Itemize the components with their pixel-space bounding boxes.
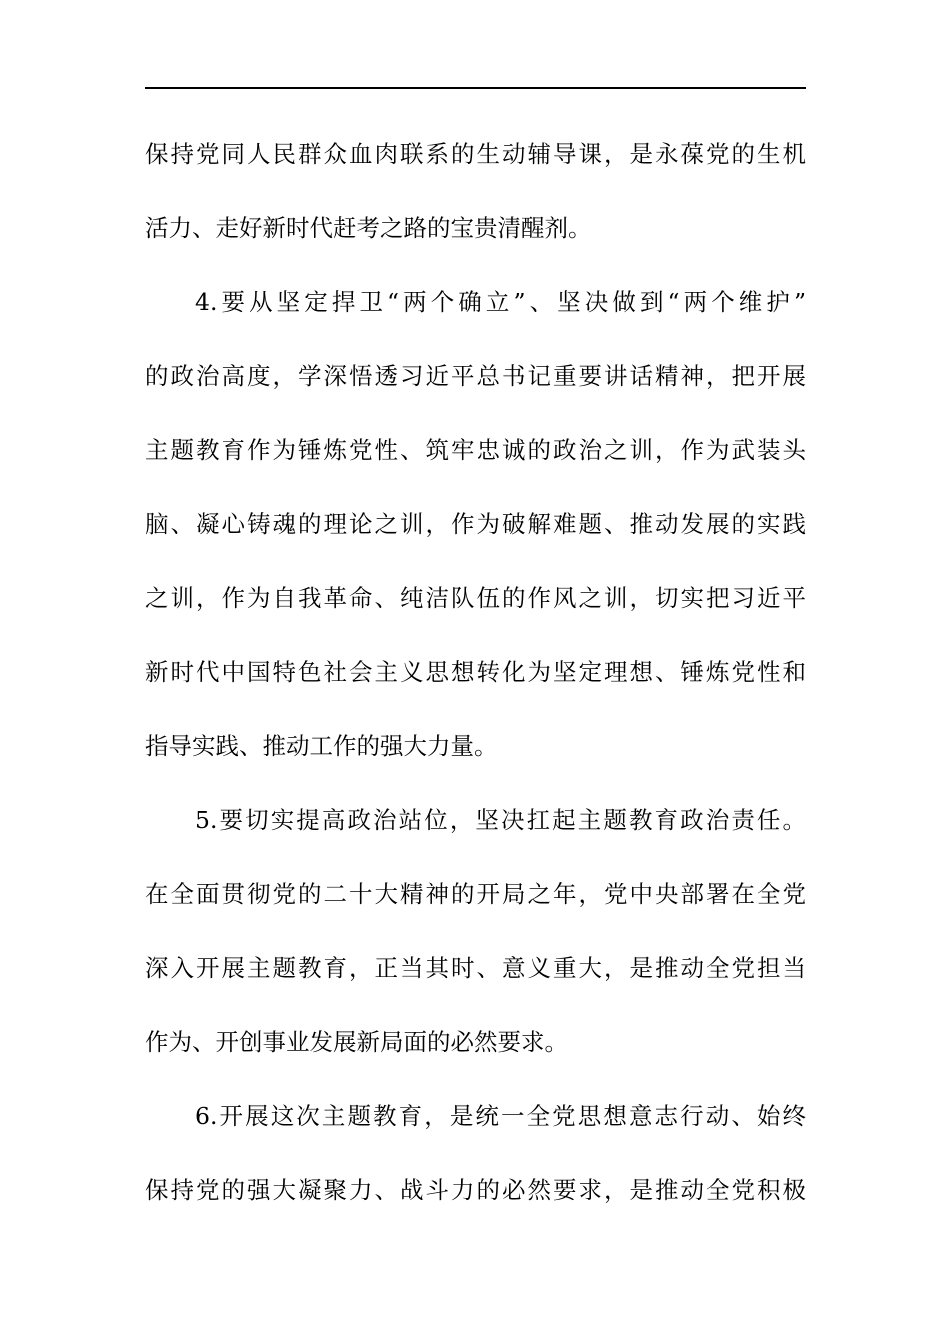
text-line: 5.要切实提高政治站位，坚决扛起主题教育政治责任。 xyxy=(195,806,806,834)
header-rule xyxy=(145,87,806,89)
text-line: 指导实践、推动工作的强大力量。 xyxy=(145,732,498,760)
text-line: 6.开展这次主题教育，是统一全党思想意志行动、始终 xyxy=(195,1102,806,1130)
text-line: 在全面贯彻党的二十大精神的开局之年，党中央部署在全党 xyxy=(145,880,806,908)
text-line: 作为、开创事业发展新局面的必然要求。 xyxy=(145,1028,568,1056)
text-line: 脑、凝心铸魂的理论之训，作为破解难题、推动发展的实践 xyxy=(145,510,806,538)
text-line: 保持党同人民群众血肉联系的生动辅导课，是永葆党的生机 xyxy=(145,140,806,168)
text-line: 的政治高度，学深悟透习近平总书记重要讲话精神，把开展 xyxy=(145,362,806,390)
text-line: 4.要从坚定捍卫“两个确立”、坚决做到“两个维护” xyxy=(195,288,806,316)
text-line: 主题教育作为锤炼党性、筑牢忠诚的政治之训，作为武装头 xyxy=(145,436,806,464)
text-line: 保持党的强大凝聚力、战斗力的必然要求，是推动全党积极 xyxy=(145,1176,806,1204)
body-text xyxy=(145,117,806,1227)
text-line: 活力、走好新时代赶考之路的宝贵清醒剂。 xyxy=(145,214,592,242)
text-line: 之训，作为自我革命、纯洁队伍的作风之训，切实把习近平 xyxy=(145,584,806,612)
text-line: 新时代中国特色社会主义思想转化为坚定理想、锤炼党性和 xyxy=(145,658,806,686)
text-line: 深入开展主题教育，正当其时、意义重大，是推动全党担当 xyxy=(145,954,806,982)
